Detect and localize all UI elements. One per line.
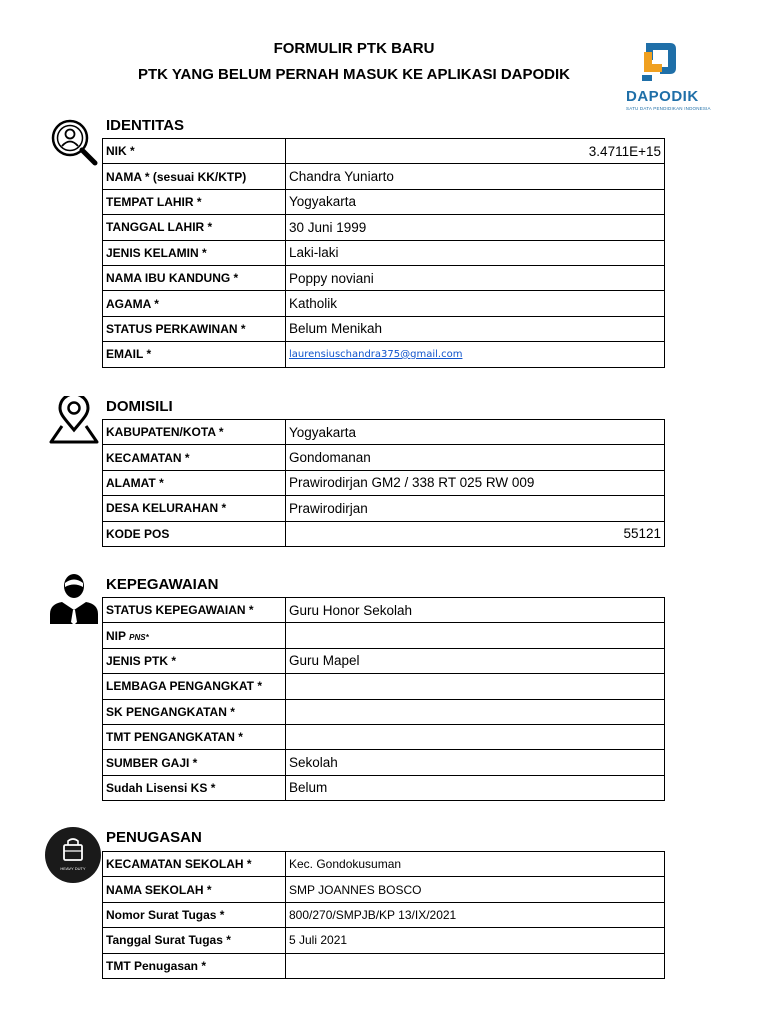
field-label: KECAMATAN * (103, 445, 286, 470)
table-row (103, 342, 665, 367)
field-value-status-kepegawaian[interactable]: Guru Honor Sekolah (286, 598, 665, 623)
table-row (103, 852, 665, 877)
table-row (103, 674, 665, 699)
logo-tagline: SATU DATA PENDIDIKAN INDONESIA (626, 106, 711, 111)
field-value-nomor-surat-tugas[interactable]: 800/270/SMPJB/KP 13/IX/2021 (286, 902, 665, 927)
dapodik-logo (620, 40, 720, 114)
field-label: Tanggal Surat Tugas * (103, 928, 286, 953)
field-value-sk-pengangkatan[interactable] (286, 699, 665, 724)
person-search-icon (48, 118, 100, 170)
field-label (103, 623, 286, 648)
pns-note: PNS* (129, 632, 149, 642)
table-row (103, 496, 665, 521)
table-row (103, 139, 665, 164)
table-row (103, 316, 665, 341)
field-label: JENIS KELAMIN * (103, 240, 286, 265)
field-label: SK PENGANGKATAN * (103, 699, 286, 724)
table-row (103, 953, 665, 978)
heavy-duty-bag-icon (44, 826, 102, 884)
section-title: IDENTITAS (106, 117, 185, 134)
heavy-duty-text: HEAVY DUTY (60, 866, 86, 871)
field-value-kode-pos[interactable]: 55121 (286, 521, 665, 546)
table-row (103, 598, 665, 623)
field-value-kecamatan-sekolah[interactable]: Kec. Gondokusuman (286, 852, 665, 877)
field-value-tmt-penugasan[interactable] (286, 953, 665, 978)
field-value-agama[interactable]: Katholik (286, 291, 665, 316)
table-row (103, 445, 665, 470)
table-row (103, 265, 665, 290)
field-value-tanggal-surat-tugas[interactable]: 5 Juli 2021 (286, 928, 665, 953)
table-row (103, 215, 665, 240)
field-value-lembaga-pengangkat[interactable] (286, 674, 665, 699)
table-row (103, 291, 665, 316)
field-label: TMT PENGANGKATAN * (103, 724, 286, 749)
field-label: NAMA IBU KANDUNG * (103, 265, 286, 290)
section-title: DOMISILI (106, 398, 173, 415)
dapodik-logo-mark-icon (620, 40, 720, 90)
field-label: KECAMATAN SEKOLAH * (103, 852, 286, 877)
field-label: STATUS KEPEGAWAIAN * (103, 598, 286, 623)
field-value-lisensi-ks[interactable]: Belum (286, 775, 665, 800)
field-label: ALAMAT * (103, 470, 286, 495)
field-value-status-perkawinan[interactable]: Belum Menikah (286, 316, 665, 341)
field-value-jenis-kelamin[interactable]: Laki-laki (286, 240, 665, 265)
field-label: AGAMA * (103, 291, 286, 316)
field-value-tmt-pengangkatan[interactable] (286, 724, 665, 749)
field-label: TMT Penugasan * (103, 953, 286, 978)
employee-icon (48, 570, 100, 626)
table-row (103, 189, 665, 214)
table-row (103, 724, 665, 749)
table-row (103, 750, 665, 775)
table-row (103, 648, 665, 673)
field-label: LEMBAGA PENGANGKAT * (103, 674, 286, 699)
field-value-nama[interactable]: Chandra Yuniarto (286, 164, 665, 189)
table-row (103, 699, 665, 724)
email-link[interactable]: laurensiuschandra375@gmail.com (286, 342, 665, 367)
table-row (103, 902, 665, 927)
location-pin-icon (48, 396, 100, 444)
field-value-nama-sekolah[interactable]: SMP JOANNES BOSCO (286, 877, 665, 902)
field-label: NIK * (103, 139, 286, 164)
field-label: KODE POS (103, 521, 286, 546)
table-row (103, 775, 665, 800)
field-value-nama-ibu[interactable]: Poppy noviani (286, 265, 665, 290)
field-label: TANGGAL LAHIR * (103, 215, 286, 240)
field-value-nik[interactable]: 3.4711E+15 (286, 139, 665, 164)
identitas-table (102, 138, 665, 368)
domisili-table (102, 419, 665, 547)
field-value-tempat-lahir[interactable]: Yogyakarta (286, 189, 665, 214)
nip-label: NIP (106, 628, 126, 643)
table-row (103, 623, 665, 648)
section-title: KEPEGAWAIAN (106, 576, 219, 593)
table-row (103, 521, 665, 546)
section-title: PENUGASAN (106, 829, 202, 846)
table-row (103, 928, 665, 953)
field-value-kecamatan[interactable]: Gondomanan (286, 445, 665, 470)
table-row (103, 470, 665, 495)
field-label: Sudah Lisensi KS * (103, 775, 286, 800)
field-label: JENIS PTK * (103, 648, 286, 673)
field-label: EMAIL * (103, 342, 286, 367)
logo-name: DAPODIK (626, 88, 699, 105)
form-title: FORMULIR PTK BARU (273, 40, 435, 57)
field-label: DESA KELURAHAN * (103, 496, 286, 521)
field-label: NAMA * (sesuai KK/KTP) (103, 164, 286, 189)
penugasan-table (102, 851, 665, 979)
table-row (103, 877, 665, 902)
form-subtitle: PTK YANG BELUM PERNAH MASUK KE APLIKASI DAPODIK (138, 66, 570, 83)
field-value-kabupaten[interactable]: Yogyakarta (286, 420, 665, 445)
field-value-sumber-gaji[interactable]: Sekolah (286, 750, 665, 775)
table-row (103, 420, 665, 445)
field-value-jenis-ptk[interactable]: Guru Mapel (286, 648, 665, 673)
field-value-nip[interactable] (286, 623, 665, 648)
field-label: STATUS PERKAWINAN * (103, 316, 286, 341)
field-label: TEMPAT LAHIR * (103, 189, 286, 214)
field-label: KABUPATEN/KOTA * (103, 420, 286, 445)
table-row (103, 240, 665, 265)
field-label: NAMA SEKOLAH * (103, 877, 286, 902)
field-value-alamat[interactable]: Prawirodirjan GM2 / 338 RT 025 RW 009 (286, 470, 665, 495)
field-label: SUMBER GAJI * (103, 750, 286, 775)
table-row (103, 164, 665, 189)
field-value-tanggal-lahir[interactable]: 30 Juni 1999 (286, 215, 665, 240)
field-label: Nomor Surat Tugas * (103, 902, 286, 927)
kepegawaian-table (102, 597, 665, 801)
field-value-desa[interactable]: Prawirodirjan (286, 496, 665, 521)
